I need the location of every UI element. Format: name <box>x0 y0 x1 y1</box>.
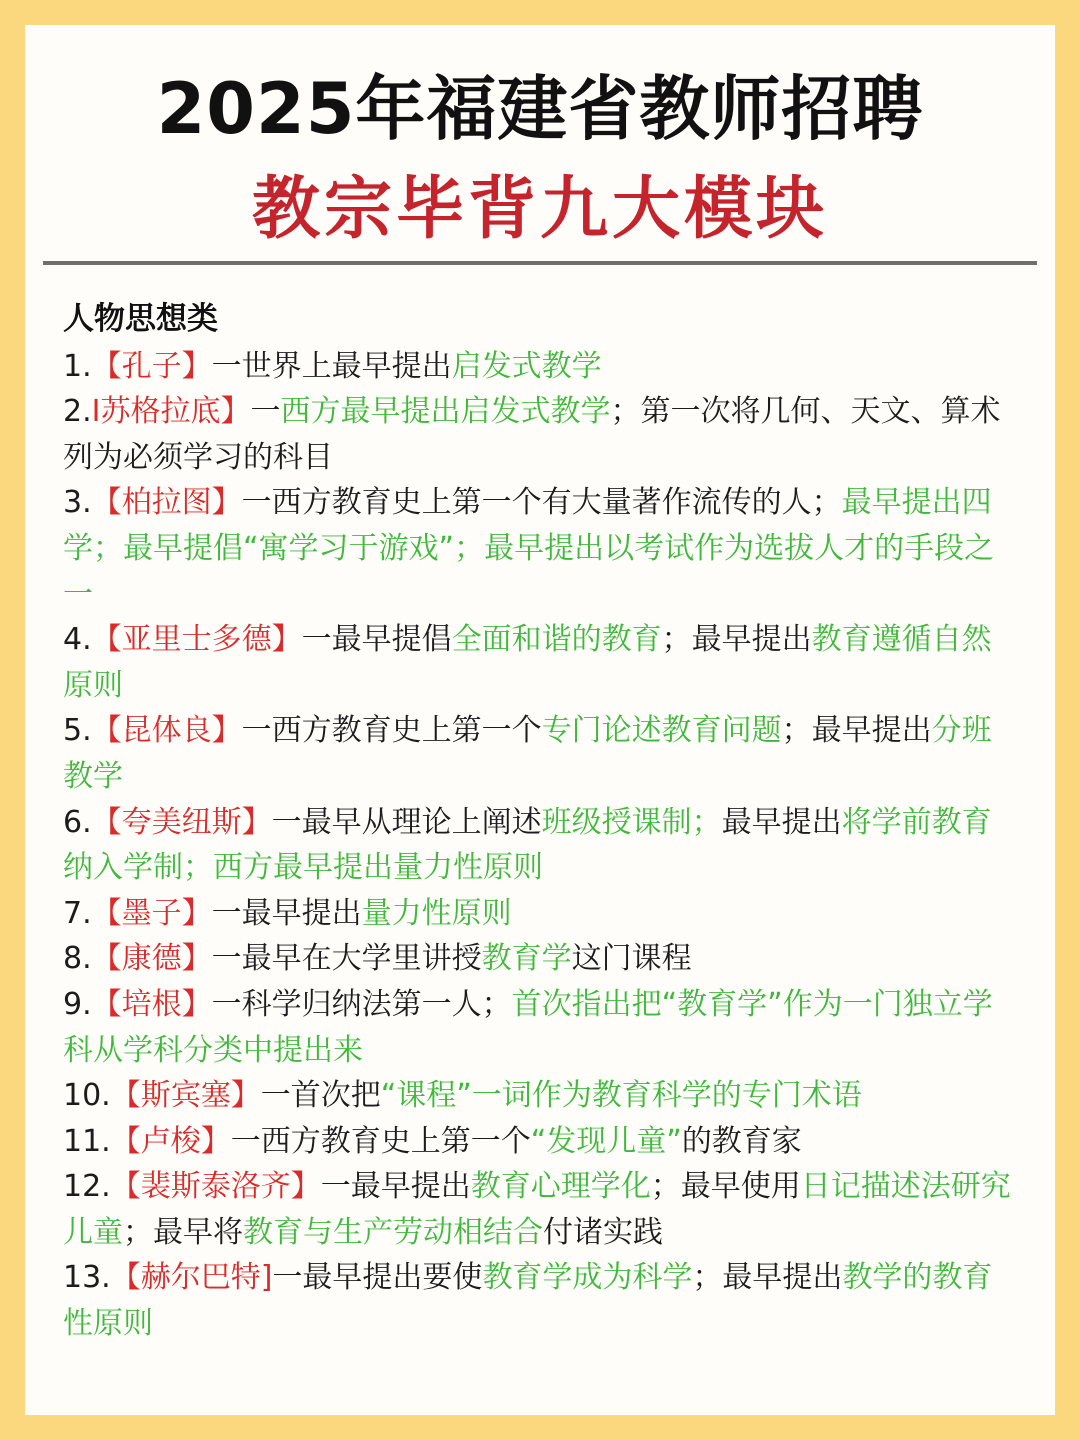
entry-text: 的教育家 <box>681 1123 802 1159</box>
entry-text: 1. <box>63 348 92 384</box>
entry-text: 最早提出 <box>721 804 842 840</box>
content-card <box>25 25 1055 1415</box>
list-item <box>63 1073 1021 1119</box>
entry-text: ；最早提出 <box>661 622 812 658</box>
entry-list <box>63 344 1021 1347</box>
list-item <box>63 982 1021 1073</box>
person-name: 【柏拉图】 <box>91 485 242 521</box>
person-name: 【昆体良】 <box>91 713 242 749</box>
key-point: 教育学成为科学 <box>482 1260 693 1296</box>
person-name: 【康德】 <box>91 941 212 977</box>
list-item <box>63 936 1021 982</box>
key-point: 专门论述教育问题 <box>541 713 782 749</box>
list-item <box>63 389 1021 480</box>
entry-text: 6. <box>63 804 92 840</box>
entry-text: 一西方教育史上第一个 <box>230 1123 531 1159</box>
section-title: 人物思想类 <box>63 301 218 337</box>
entry-text: 3. <box>63 485 92 521</box>
key-point: “课程”一词作为教育科学的专门术语 <box>380 1078 862 1114</box>
key-point: “发现儿童” <box>530 1123 682 1159</box>
key-point: 西方最早提出启发式教学 <box>280 394 611 430</box>
list-item <box>63 1164 1021 1255</box>
person-name: 【夸美纽斯】 <box>91 804 272 840</box>
list-item <box>63 1255 1021 1346</box>
person-name: 【孔子】 <box>91 348 212 384</box>
key-point: 首次指出把“教育学”作为一门独立学科从学科分类中提出来 <box>63 986 993 1068</box>
entry-text: 一西方教育史上第一个有大量著作流传的人； <box>241 485 842 521</box>
entry-text: 一最早从理论上阐述 <box>271 804 542 840</box>
key-point: 教育心理学化 <box>470 1169 651 1205</box>
entry-text: 12. <box>63 1169 111 1205</box>
key-point: 教育与生产劳动相结合 <box>243 1214 543 1250</box>
list-item <box>63 1119 1021 1165</box>
page-title: 2025年福建省教师招聘 <box>156 68 924 150</box>
list-item <box>63 708 1021 799</box>
entry-text: 4. <box>63 622 92 658</box>
entry-text: 10. <box>63 1078 111 1114</box>
entry-text: 8. <box>63 941 92 977</box>
key-point: 将学前教育纳入学制；西方最早提出量力性原则 <box>63 804 992 886</box>
person-name: 【斯宾塞】 <box>110 1078 261 1114</box>
person-name: 【裴斯泰洛齐】 <box>110 1169 321 1205</box>
entry-text: 这门课程 <box>571 941 692 977</box>
list-item <box>63 617 1021 708</box>
entry-text: 9. <box>63 986 92 1022</box>
list-item <box>63 344 1021 390</box>
entry-text: 一最早提倡 <box>301 622 452 658</box>
key-point: 启发式教学 <box>451 348 602 384</box>
entry-text: 一科学归纳法第一人； <box>211 986 512 1022</box>
content-body <box>63 297 1021 1347</box>
list-item <box>63 480 1021 617</box>
entry-text: ；第一次将几何、天文、算术列为必须学习的科目 <box>63 394 1001 475</box>
divider <box>43 261 1037 265</box>
key-point: 全面和谐的教育 <box>451 622 662 658</box>
entry-text: 一最早提出 <box>211 895 362 931</box>
entry-text: 一首次把 <box>260 1078 381 1114</box>
entry-text: ；最早提出 <box>692 1260 843 1296</box>
entry-text: 一世界上最早提出 <box>211 348 452 384</box>
entry-text: 11. <box>63 1123 111 1159</box>
entry-text: ；最早提出 <box>781 713 932 749</box>
key-point: 班级授课制； <box>541 804 722 840</box>
entry-text: 7. <box>63 895 92 931</box>
key-point: 日记描述法研究儿童 <box>63 1169 1011 1250</box>
key-point: 分班教学 <box>63 713 992 794</box>
entry-text: 一最早在大学里讲授 <box>211 941 482 977</box>
entry-text: 13. <box>63 1260 111 1296</box>
entry-text: ；最早将 <box>123 1214 243 1250</box>
list-item <box>63 891 1021 937</box>
key-point: 教学的教育性原则 <box>63 1260 993 1342</box>
entry-text: 一最早提出 <box>320 1169 471 1205</box>
entry-text: 5. <box>63 713 92 749</box>
key-point: 教育遵循自然原则 <box>63 622 992 703</box>
person-name: 【亚里士多德】 <box>91 622 302 658</box>
person-name: 【卢梭】 <box>110 1123 231 1159</box>
entry-text: 2. <box>63 394 92 430</box>
key-point: 最早提出四学；最早提倡“寓学习于游戏”；最早提出以考试作为选拔人才的手段之一 <box>63 485 995 612</box>
key-point: 量力性原则 <box>361 895 512 931</box>
person-name: 【墨子】 <box>91 895 212 931</box>
entry-text: 一西方教育史上第一个 <box>241 713 542 749</box>
entry-text: 一最早提出要使 <box>272 1260 483 1296</box>
page-subtitle: 教宗毕背九大模块 <box>251 170 828 249</box>
person-name: I苏格拉底】 <box>91 394 251 430</box>
person-name: 【培根】 <box>91 986 212 1022</box>
entry-text: 一 <box>250 394 281 430</box>
list-item <box>63 800 1021 891</box>
entry-text: 付诸实践 <box>543 1214 663 1250</box>
person-name: 【赫尔巴特] <box>110 1260 273 1296</box>
key-point: 教育学 <box>481 941 572 977</box>
entry-text: ；最早使用 <box>650 1169 801 1205</box>
